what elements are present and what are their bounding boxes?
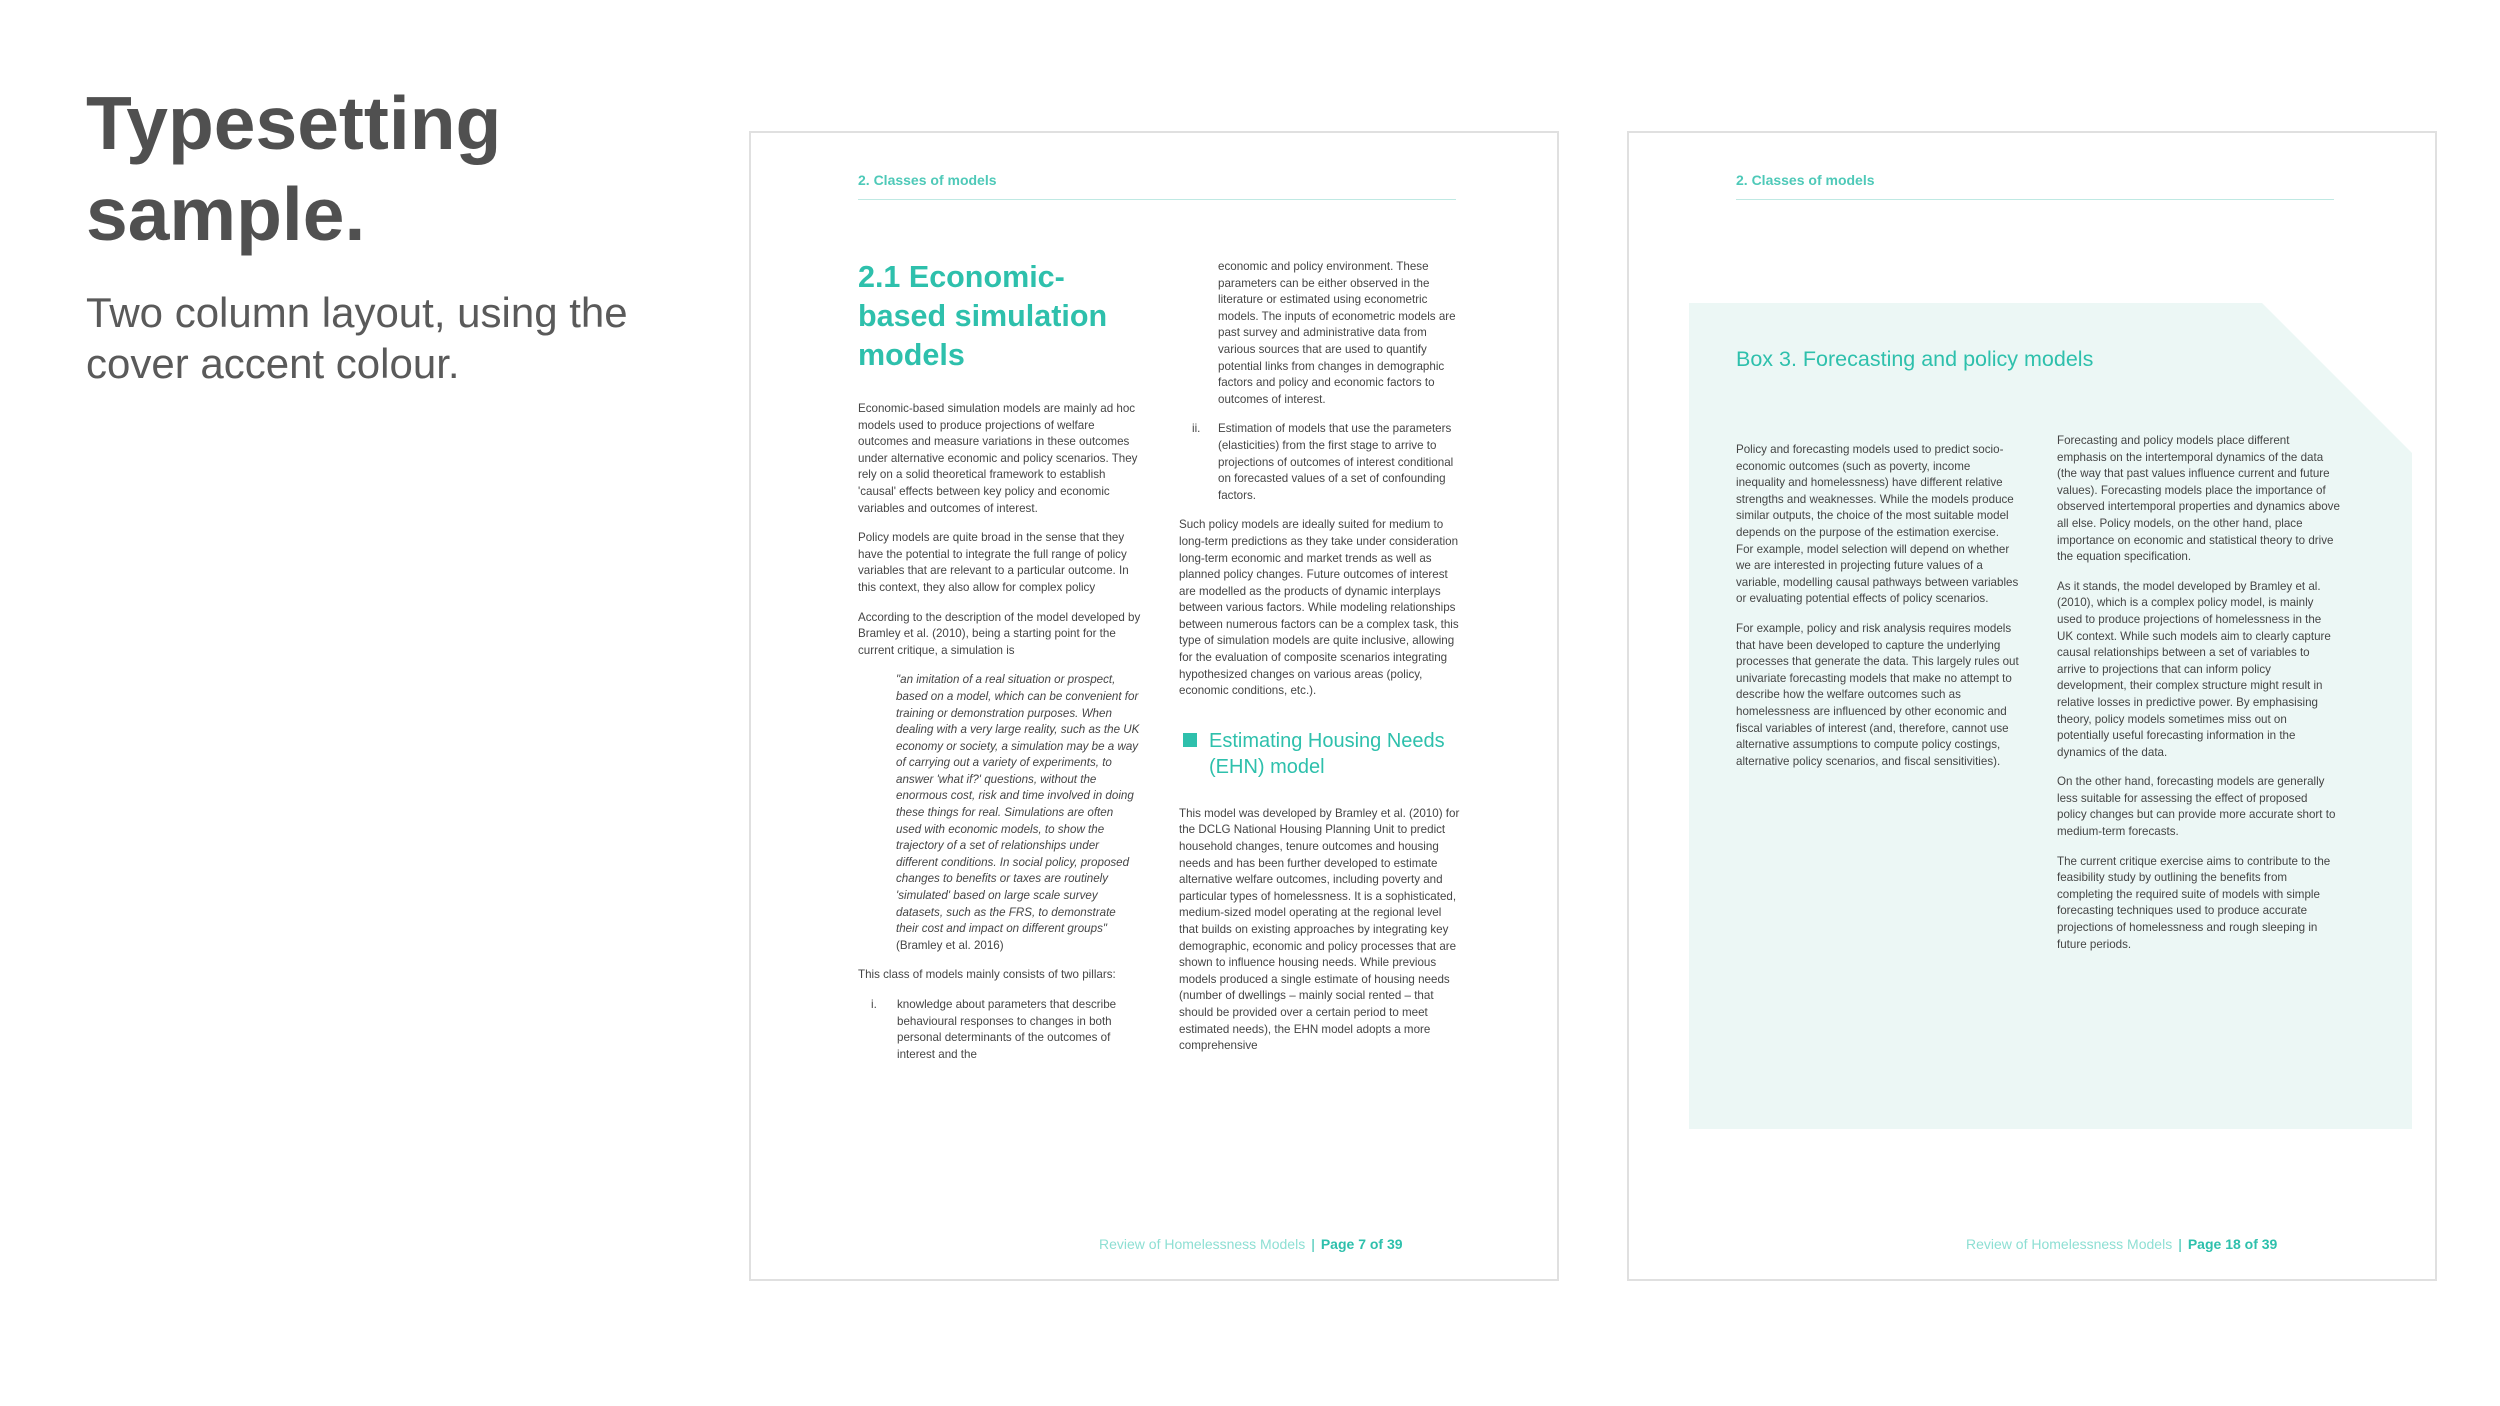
paragraph: On the other hand, forecasting models are generally less suitable for assessing the effect of proposed policy changes but can provide more accurate short to medium-term forecasts.: [2057, 775, 2336, 839]
paragraph: As it stands, the model developed by Bramley et al. (2010), which is a complex policy model, is mainly used to produce projections of homelessness in the UK context. While such models aim to clearly capture causal relationships between a set of variables to arrive to projections that can inform policy development, their complex structure might result in relative losses in predictive power. By emphasising theory, policy models sometimes miss out on potentially useful forecasting information in the dynamics of the data.: [2057, 579, 2331, 759]
left-column: [858, 258, 1141, 1076]
paragraph: Forecasting and policy models place different emphasis on the intertemporal dynamics of the data (the way that past values influence current and future values). Forecasting models place the importance of observed intertemporal properties and dynamics above all else. Policy models, on the other hand, place importance on economic and statistical theory to drive the equation specification.: [2057, 434, 2340, 564]
quote-text: "an imitation of a real situation or prospect, based on a model, which can be convenient for training or demonstration purposes. When dealing with a very large reality, such as the UK economy or society, a simulation may be a way of carrying out a variety of experiments, to answer 'what if?' questions, without the enormous cost, risk and time involved in doing these things for real. Simulations are often used with economic models, to show the trajectory of a set of relationships under different conditions. In social policy, proposed changes to benefits or taxes are routinely 'simulated' based on large scale survey datasets, such as the FRS, to demonstrate their cost and impact on different groups": [896, 673, 1140, 936]
paragraph: This model was developed by Bramley et al. (2010) for the DCLG National Housing Planning Unit to predict household changes, tenure outcomes and housing needs and has been further developed to estimate alternative welfare outcomes, including poverty and particular types of homelessness. It is a sophisticated, medium-sized model operating at the regional level that builds on existing approaches by integrating key demographic, economic and policy processes that are shown to influence housing needs. While previous models produced a single estimate of housing needs (number of dwellings – mainly social rented – that should be provided over a certain period to meet estimated needs), the EHN model adopts a more comprehensive: [1179, 806, 1460, 1053]
document-page-18: [1627, 131, 2437, 1281]
subheading: [1179, 728, 1462, 780]
slide-title: Typesetting sample.: [86, 81, 502, 256]
page-footer: Review of Homelessness Models | Page 7 of 39: [1099, 1236, 1403, 1252]
list-text: Estimation of models that use the parameters (elasticities) from the first stage to arrive to projections of outcomes of interest conditional on forecasted values of a set of confounding factors.: [1218, 422, 1454, 502]
paragraph: Policy models are quite broad in the sense that they have the potential to integrate the full range of policy variables that are relevant to a particular outcome. In this context, they also allow for complex policy: [858, 531, 1129, 594]
paragraph: economic and policy environment. These parameters can be either observed in the literature or estimated using econometric models. The inputs of econometric models are past survey and administrative data from various sources that are used to quantify potential links from changes in demographic factors and policy and economic factors to outcomes of interest.: [1218, 260, 1456, 406]
footer-page-number: Page 18 of 39: [2187, 1236, 2278, 1252]
block-quote: [896, 672, 1141, 954]
slide-subtitle: Two column layout, using the cover accent colour.: [86, 289, 628, 387]
list-number: i.: [871, 998, 877, 1011]
section-heading: 2.1 Economic-based simulation models: [858, 260, 1108, 372]
list-text: knowledge about parameters that describe behavioural responses to changes in both personal determinants of the outcomes of interest and the: [897, 998, 1117, 1061]
box-right-column: [2057, 433, 2340, 966]
paragraph: Such policy models are ideally suited for medium to long-term predictions as they take under consideration long-term economic and market trends as well as planned policy changes. Future outcomes of interest are modelled as the products of dynamic interplays between various factors. While modeling relationships between numerous factors can be a complex task, this type of simulation models are quite inclusive, allowing for the evaluation of composite scenarios integrating hypothesized changes on various areas (policy, economic conditions, etc.).: [1179, 518, 1459, 698]
running-head: 2. Classes of models: [1736, 171, 2334, 200]
list-number: ii.: [1192, 422, 1201, 436]
right-column: [1179, 259, 1462, 1068]
running-head: 2. Classes of models: [858, 171, 1456, 200]
footer-page-number: Page 7 of 39: [1320, 1236, 1403, 1252]
box-left-column: [1736, 442, 2019, 783]
list-item: [1179, 421, 1462, 504]
paragraph: The current critique exercise aims to contribute to the feasibility study by outlining the benefits from completing the required suite of models with simple forecasting techniques used to produce accurate projections of homelessness and rough sleeping in future periods.: [2057, 854, 2331, 951]
list-item: [858, 997, 1141, 1063]
bullet-square-icon: [1183, 733, 1197, 747]
paragraph: This class of models mainly consists of two pillars:: [858, 968, 1116, 982]
page-footer: Review of Homelessness Models | Page 18 of 39: [1966, 1236, 2278, 1252]
paragraph: Policy and forecasting models used to predict socio-economic outcomes (such as poverty, income inequality and homelessness) have different relative strengths and weaknesses. While the models produce similar outputs, the choice of the most suitable model depends on the purpose of the estimation exercise. For example, model selection will depend on whether we are interested in projecting future values of a variable, modelling causal pathways between variables or evaluating potential effects of policy scenarios.: [1736, 443, 2019, 606]
document-page-7: [749, 131, 1559, 1281]
paragraph: Economic-based simulation models are mainly ad hoc models used to produce projections of welfare outcomes and measure variations in these outcomes under alternative economic and policy scenarios. They rely on a solid theoretical framework to establish 'causal' effects between key policy and economic variables and outcomes of interest.: [858, 402, 1138, 515]
subheading-text: Estimating Housing Needs (EHN) model: [1209, 729, 1445, 778]
paragraph: For example, policy and risk analysis requires models that have been developed to capture the underlying processes that generate the data. This largely rules out univariate forecasting models that make no attempt to describe how the welfare outcomes such as homelessness are influenced by other economic and fiscal variables of interest (and, therefore, cannot use alternative assumptions to compute policy costings, alternative policy scenarios, and fiscal sensitivities).: [1736, 621, 2019, 768]
footer-doc-title: Review of Homelessness Models: [1099, 1236, 1306, 1252]
footer-doc-title: Review of Homelessness Models: [1966, 1236, 2173, 1252]
paragraph: According to the description of the model developed by Bramley et al. (2010), being a starting point for the current critique, a simulation is: [858, 610, 1141, 657]
box-title: Box 3. Forecasting and policy models: [1736, 347, 2094, 371]
quote-citation: (Bramley et al. 2016): [896, 938, 1004, 952]
